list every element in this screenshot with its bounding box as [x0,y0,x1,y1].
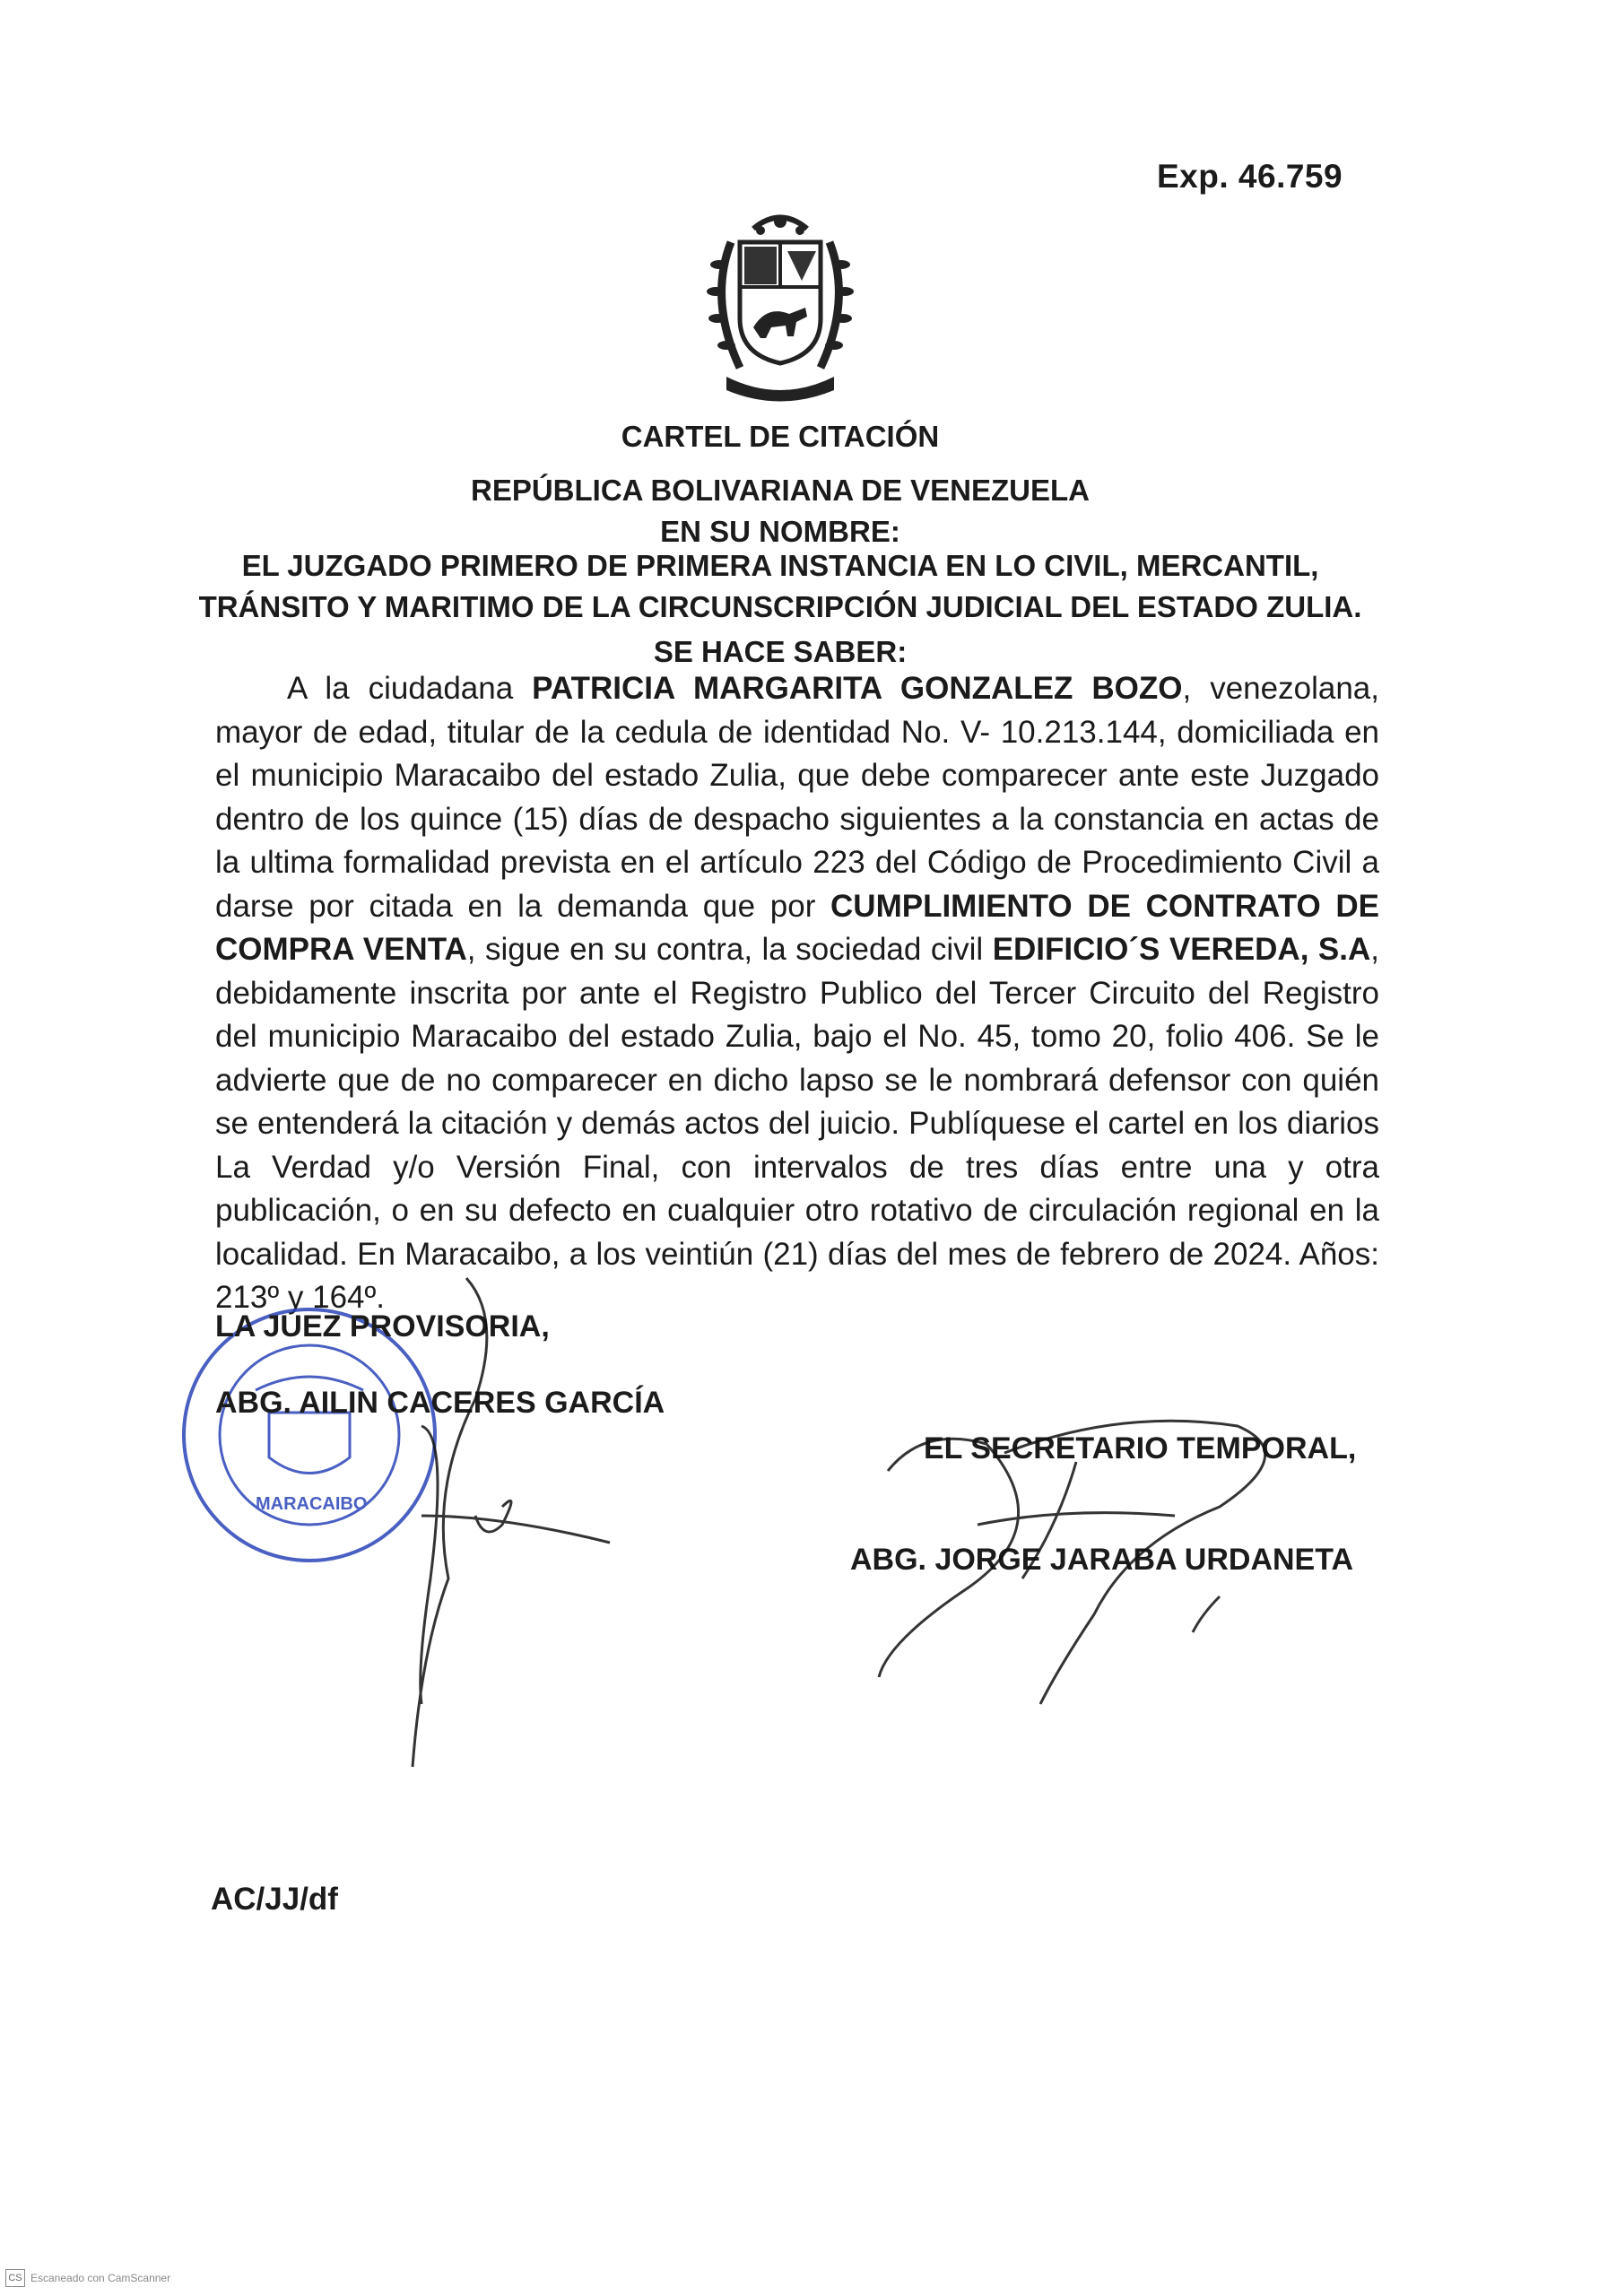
citation-body [215,667,1379,1320]
republic-heading: REPÚBLICA BOLIVARIANA DE VENEZUELA [471,474,1090,507]
judge-name: ABG. AILIN CACERES GARCÍA [215,1386,665,1420]
stamp-text: MARACAIBO [256,1494,368,1514]
judge-title: LA JUEZ PROVISORIA, [215,1309,550,1344]
defendant-name: PATRICIA MARGARITA GONZALEZ BOZO [532,671,1183,706]
court-heading-line1: EL JUZGADO PRIMERO DE PRIMERA INSTANCIA EN LO CIVIL, MERCANTIL, [241,549,1319,582]
body-text-4: , debidamente inscrita por ante el Registro Publico del Tercer Circuito del Registro del municipio Maracaibo del estado Zulia, bajo el No. 45, tomo 20, folio 406. Se le advierte que de no comparecer en dicho lapso se le nombrará defensor con quién se entenderá la citación y demás actos del juicio. Publíquese el cartel en los diarios La Verdad y/o Versión Final, con intervalos de tres días entre una y otra publicación, o en su defecto en cualquier otro rotativo de circulación regional en la localidad. En Maracaibo, a los veintiún (21) días del mes de febrero de 2024. Años: 213º y 164º. [215,932,1380,1315]
reference-initials: AC/JJ/df [211,1882,338,1917]
claim-type: CUMPLIMIENTO DE CONTRATO DE COMPRA VENTA [215,888,1379,967]
camscanner-logo-icon: CS [5,2269,25,2287]
secretary-name: ABG. JORGE JARABA URDANETA [850,1543,1354,1577]
notice-heading: SE HACE SABER: [653,635,908,668]
venezuela-coat-of-arms-icon [691,202,870,408]
body-text-2: , venezolana, mayor de edad, titular de la cedula de identidad No. V- 10.213.144, domiciliada en el municipio Maracaibo del estado Zulia, que debe comparecer ante este Juzgado dentro de los quince (15) días de despacho siguientes a la constancia en actas de la ultima formalidad prevista en el artículo 223 del Código de Procedimiento Civil a darse por citada en la demanda que por [215,671,1379,924]
scanner-watermark [5,2269,170,2287]
scanner-footer-text: Escaneado con CamScanner [30,2272,171,2284]
body-text-1: A la ciudadana [287,671,533,706]
case-number: Exp. 46.759 [1157,158,1343,195]
body-text-3: , sigue en su contra, la sociedad civil [466,932,993,967]
judge-signature [413,1278,610,1767]
document-title: CARTEL DE CITACIÓN [621,420,940,453]
plaintiff-company: EDIFICIO´S VEREDA, S.A [992,932,1371,967]
secretary-title: EL SECRETARIO TEMPORAL, [924,1431,1357,1465]
court-heading-line2: TRÁNSITO Y MARITIMO DE LA CIRCUNSCRIPCIÓN JUDICIAL DEL ESTADO ZULIA. [198,590,1362,623]
in-name-heading: EN SU NOMBRE: [660,515,900,548]
